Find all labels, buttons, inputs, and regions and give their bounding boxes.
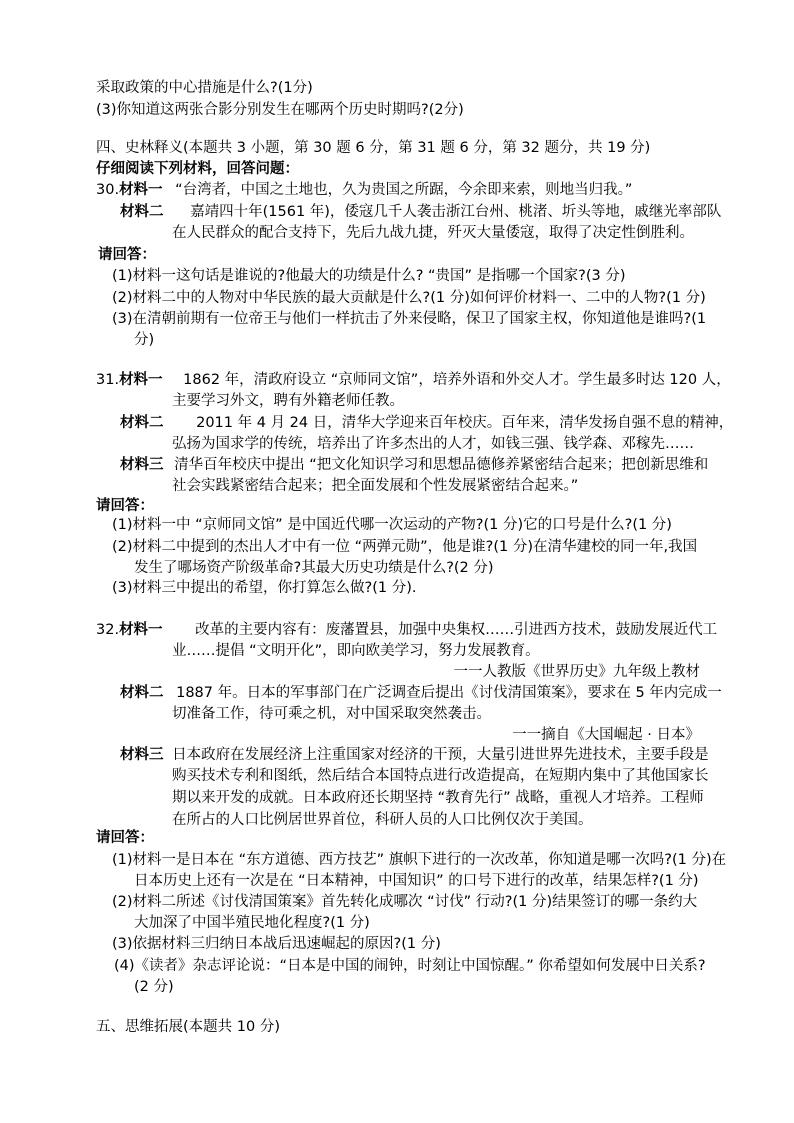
question-number: 32. (96, 622, 120, 638)
material-text: 日本政府在发展经济上注重国家对经济的干预，大量引进世界先进技术，主要手段是 (172, 747, 709, 763)
q30-sub-2: (2)材料二中的人物对中华民族的最大贡献是什么?(1 分)如何评价材料一、二中的人物?(1 分) (112, 290, 706, 306)
q31-sub-3: (3)材料三中提出的希望，你打算怎么做?(1 分). (112, 580, 417, 596)
q31-sub-1: (1)材料一中 “京师同文馆” 是中国近代哪一次运动的产物?(1 分)它的口号是什么?(1 分) (112, 517, 672, 533)
q30-sub-1: (1)材料一这句话是谁说的?他最大的功绩是什么? “贵国” 是指哪一个国家?(3 分) (112, 268, 626, 284)
material-label: 材料一 (119, 182, 163, 198)
q31-material-1 (96, 370, 731, 390)
material-text: 在所占的人口比例居世界首位，科研人员的人口比例仅次于美国。 (172, 812, 593, 828)
section-4-instruction: 仔细阅读下列材料，回答问题： (96, 161, 299, 177)
material-source: 一一摘自《大国崛起 · 日本》 (512, 727, 700, 743)
q31-material-3 (120, 455, 708, 475)
material-text: 清华百年校庆中提出 “把文化知识学习和思想品德修养紧密结合起来；把创新思维和 (174, 457, 709, 473)
material-text: 购买技术专利和图纸，然后结合本国特点进行改造提高，在短期内集中了其他国家长 (172, 768, 709, 784)
question-number: 30. (96, 182, 120, 198)
intro-question-3: (3)你知道这两张合影分别发生在哪两个历史时期吗?(2分) (96, 102, 464, 118)
material-label: 材料三 (120, 747, 164, 763)
q32-sub-2: (2)材料二所述《讨伐清国策案》首先转化成哪次 “讨伐” 行动?(1 分)结果签订的哪一条约大 (112, 894, 698, 910)
answer-prompt: 请回答： (96, 498, 154, 514)
answer-prompt: 请回答： (96, 830, 154, 846)
material-label: 材料一 (119, 372, 163, 388)
material-text: “台湾者，中国之土地也，久为贵国之所踞，今余即来索，则地当归我。” (175, 182, 633, 198)
q32-sub-2-cont: 大加深了中国半殖民地化程度?(1 分) (134, 915, 370, 931)
material-label: 材料二 (120, 204, 164, 220)
q32-sub-3: (3)依据材料三归纳日本战后迅速崛起的原因?(1 分) (112, 936, 441, 952)
q32-material-1 (96, 620, 717, 640)
material-source: 一一人教版《世界历史》九年级上教材 (453, 664, 700, 680)
q32-material-3 (120, 745, 709, 765)
material-text: 1862 年，清政府设立 “京师同文馆”，培养外语和外交人才。学生最多时达 120 人， (183, 372, 731, 388)
material-text: 切准备工作，待可乘之机，对中国采取突然袭击。 (172, 706, 491, 722)
q30-sub-3: (3)在清朝前期有一位帝王与他们一样抗击了外来侵略，保卫了国家主权，你知道他是谁吗?(1 (112, 311, 707, 327)
material-text: 在人民群众的配合支持下，先后九战九捷，歼灭大量倭寇，取得了决定性倒胜利。 (172, 225, 694, 241)
material-label: 材料二 (120, 415, 164, 431)
q32-sub-4-cont: (2 分) (134, 979, 174, 995)
material-label: 材料三 (120, 457, 164, 473)
material-text: 改革的主要内容有：废藩置县，加强中央集权……引进西方技术，鼓励发展近代工 (195, 622, 718, 638)
material-text: 业……提倡 “文明开化”，即向欧美学习，努力发展教育。 (172, 643, 540, 659)
material-text: 期以来开发的成就。日本政府还长期坚持 “教育先行” 战略，重视人才培养。工程师 (172, 790, 704, 806)
material-text: 2011 年 4 月 24 日，清华大学迎来百年校庆。百年来，清华发扬自强不息的精神， (196, 415, 734, 431)
section-4-heading: 四、史林释义(本题共 3 小题，第 30 题 6 分，第 31 题 6 分，第 32 题分，共 19 分) (96, 140, 651, 156)
q32-sub-1: (1)材料一是日本在 “东方道德、西方技艺” 旗帜下进行的一次改革，你知道是哪一次吗?(1 分)在 (112, 852, 727, 868)
q32-sub-4: (4)《读者》杂志评论说：“日本是中国的闹钟，时刻让中国惊醒。” 你希望如何发展中日关系? (114, 958, 706, 974)
q32-material-2 (120, 683, 722, 703)
q30-material-1 (96, 180, 632, 200)
q30-material-2 (120, 202, 721, 222)
answer-prompt: 请回答： (98, 247, 156, 263)
q30-sub-3-cont: 分) (134, 332, 155, 348)
intro-line: 采取政策的中心措施是什么?(1分) (96, 80, 313, 96)
q31-sub-2: (2)材料二中提到的杰出人才中有一位 “两弹元勋”，他是谁?(1 分)在清华建校的同一年,我国 (112, 539, 698, 555)
material-text: 主要学习外文，聘有外籍老师任教。 (172, 393, 404, 409)
question-number: 31. (96, 372, 120, 388)
q32-sub-1-cont: 日本历史上还有一次是在 “日本精神，中国知识” 的口号下进行的改革，结果怎样?(1 分) (134, 873, 699, 889)
material-label: 材料二 (120, 685, 164, 701)
section-5-heading: 五、思维拓展(本题共 10 分) (96, 1019, 280, 1035)
material-text: 1887 年。日本的军事部门在广泛调查后提出《讨伐清国策案》，要求在 5 年内完成一 (176, 685, 722, 701)
material-text: 社会实践紧密结合起来；把全面发展和个性发展紧密结合起来。” (172, 478, 579, 494)
material-text: 弘扬为国求学的传统，培养出了许多杰出的人才，如钱三强、钱学森、邓稼先…… (172, 436, 694, 452)
material-label: 材料一 (119, 622, 163, 638)
material-text: 嘉靖四十年(1561 年)，倭寇几千人袭击浙江台州、桃渚、圻头等地，戚继光率部队 (190, 204, 722, 220)
q31-sub-2-cont: 发生了哪场资产阶级革命?其最大历史功绩是什么?(2 分) (134, 560, 494, 576)
q31-material-2 (120, 413, 733, 433)
